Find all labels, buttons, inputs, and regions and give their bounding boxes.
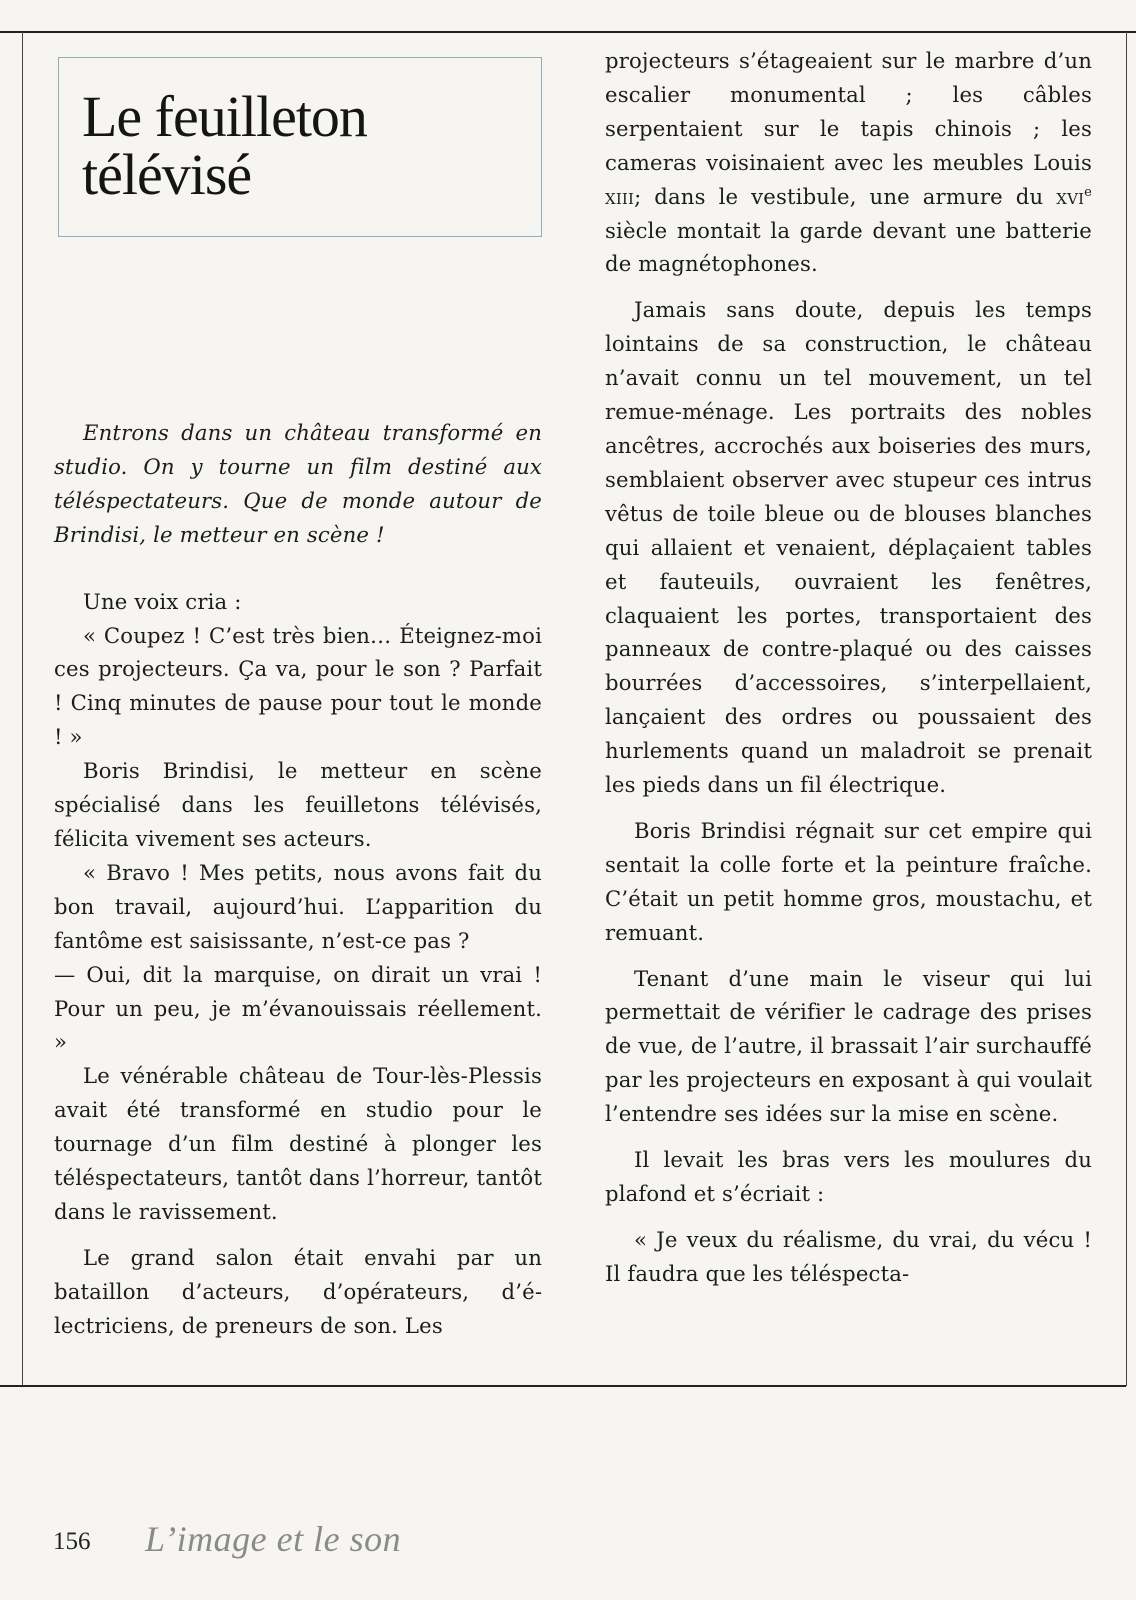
paragraph: « Je veux du réalisme, du vrai, du vécu ! Il faudra que les téléspecta- xyxy=(605,1226,1092,1286)
roman-numeral: xiii xyxy=(605,183,635,209)
title-box xyxy=(58,57,542,237)
roman-numeral: xvi xyxy=(1056,183,1085,209)
paragraph: Le vénérable château de Tour-lès-Plessis avait été transformé en studio pour le tournage d’un film destiné à plonger les téléspectateurs, tantôt dans l’horreur, tantôt dans le ravissement. xyxy=(54,1063,542,1224)
bottom-rule xyxy=(0,1385,1126,1387)
paragraph: projecteurs s’étageaient sur le marbre d’un escalier monumental ; les câbles serpentaient sur le tapis chinois ; les cameras voisinaient avec les meubles Louis xiii; dans le vestibule, une armure du xvi$^e$ siècle montait la garde devant une batterie de magnétophones. xyxy=(605,48,1093,277)
paragraph: Jamais sans doute, depuis les temps lointains de sa construction, le château n’avait connu un tel mouvement, un tel remue-ménage. Les portraits des nobles ancêtres, accrochés aux boiseries des murs, semblaient observer avec stupeur ces intrus vêtus de toile bleue ou de blouses blanches qui allaient et venaient, déplaçaient tables et fauteuils, ouvraient les fenêtres, claquaient les portes, transportaient des panneaux de contre-plaqué ou des caisses bourrées d’accessoires, s’interpellaient, lançaient des ordres ou poussaient des hurlements quand un maladroit se prenait les pieds dans un fil électrique. xyxy=(605,297,1092,798)
paragraph: Une voix cria : xyxy=(83,588,242,614)
paragraph: Tenant d’une main le viseur qui lui permettait de vérifier le cadrage des prises de vue, de l’autre, il brassait l’air surchauffé par les projecteurs en exposant à qui voulait l’entendre ses idées sur la mise en scène. xyxy=(605,965,1092,1127)
paragraph: Le grand salon était envahi par un bataillon d’acteurs, d’opérateurs, d’électriciens, de preneurs de son. Les xyxy=(54,1244,542,1338)
left-text-column xyxy=(54,416,542,1343)
page-number: 156 xyxy=(53,1528,91,1555)
book-title: L’image et le son xyxy=(145,1519,402,1559)
paragraph: « Coupez ! C’est très bien… Éteignez-moi ces projecteurs. Ça va, pour le son ? Parfait ! Cinq minutes de pause pour tout le monde ! » xyxy=(54,622,542,750)
paragraph: Boris Brindisi régnait sur cet empire qui sentait la colle forte et la peinture fraîche. C’était un petit homme gros, moustachu, et remuant. xyxy=(605,817,1092,945)
intro-paragraph: Entrons dans un château transformé en studio. On y tourne un film destiné aux téléspectateurs. Que de monde autour de Brindisi, le metteur en scène ! xyxy=(54,420,542,547)
paragraph: — Oui, dit la marquise, on dirait un vrai ! Pour un peu, je m’évanouissais réellement. » xyxy=(54,961,542,1055)
chapter-title-line-1: Le feuilleton xyxy=(82,84,367,149)
right-margin-line xyxy=(1126,32,1127,1386)
paragraph: Boris Brindisi, le metteur en scène spécialisé dans les feuilletons télévisés, félicita vivement ses acteurs. xyxy=(54,758,542,851)
left-margin-line xyxy=(22,32,23,1386)
chapter-title-line-2: télévisé xyxy=(82,142,252,207)
paragraph: « Bravo ! Mes petits, nous avons fait du bon travail, aujourd’hui. L’apparition du fantôme est saisissante, n’est-ce pas ? xyxy=(54,859,542,953)
chapter-title xyxy=(82,84,367,207)
right-text-column xyxy=(605,44,1092,1291)
paragraph: Il levait les bras vers les moulures du plafond et s’écriait : xyxy=(605,1147,1092,1206)
top-rule xyxy=(0,31,1136,33)
